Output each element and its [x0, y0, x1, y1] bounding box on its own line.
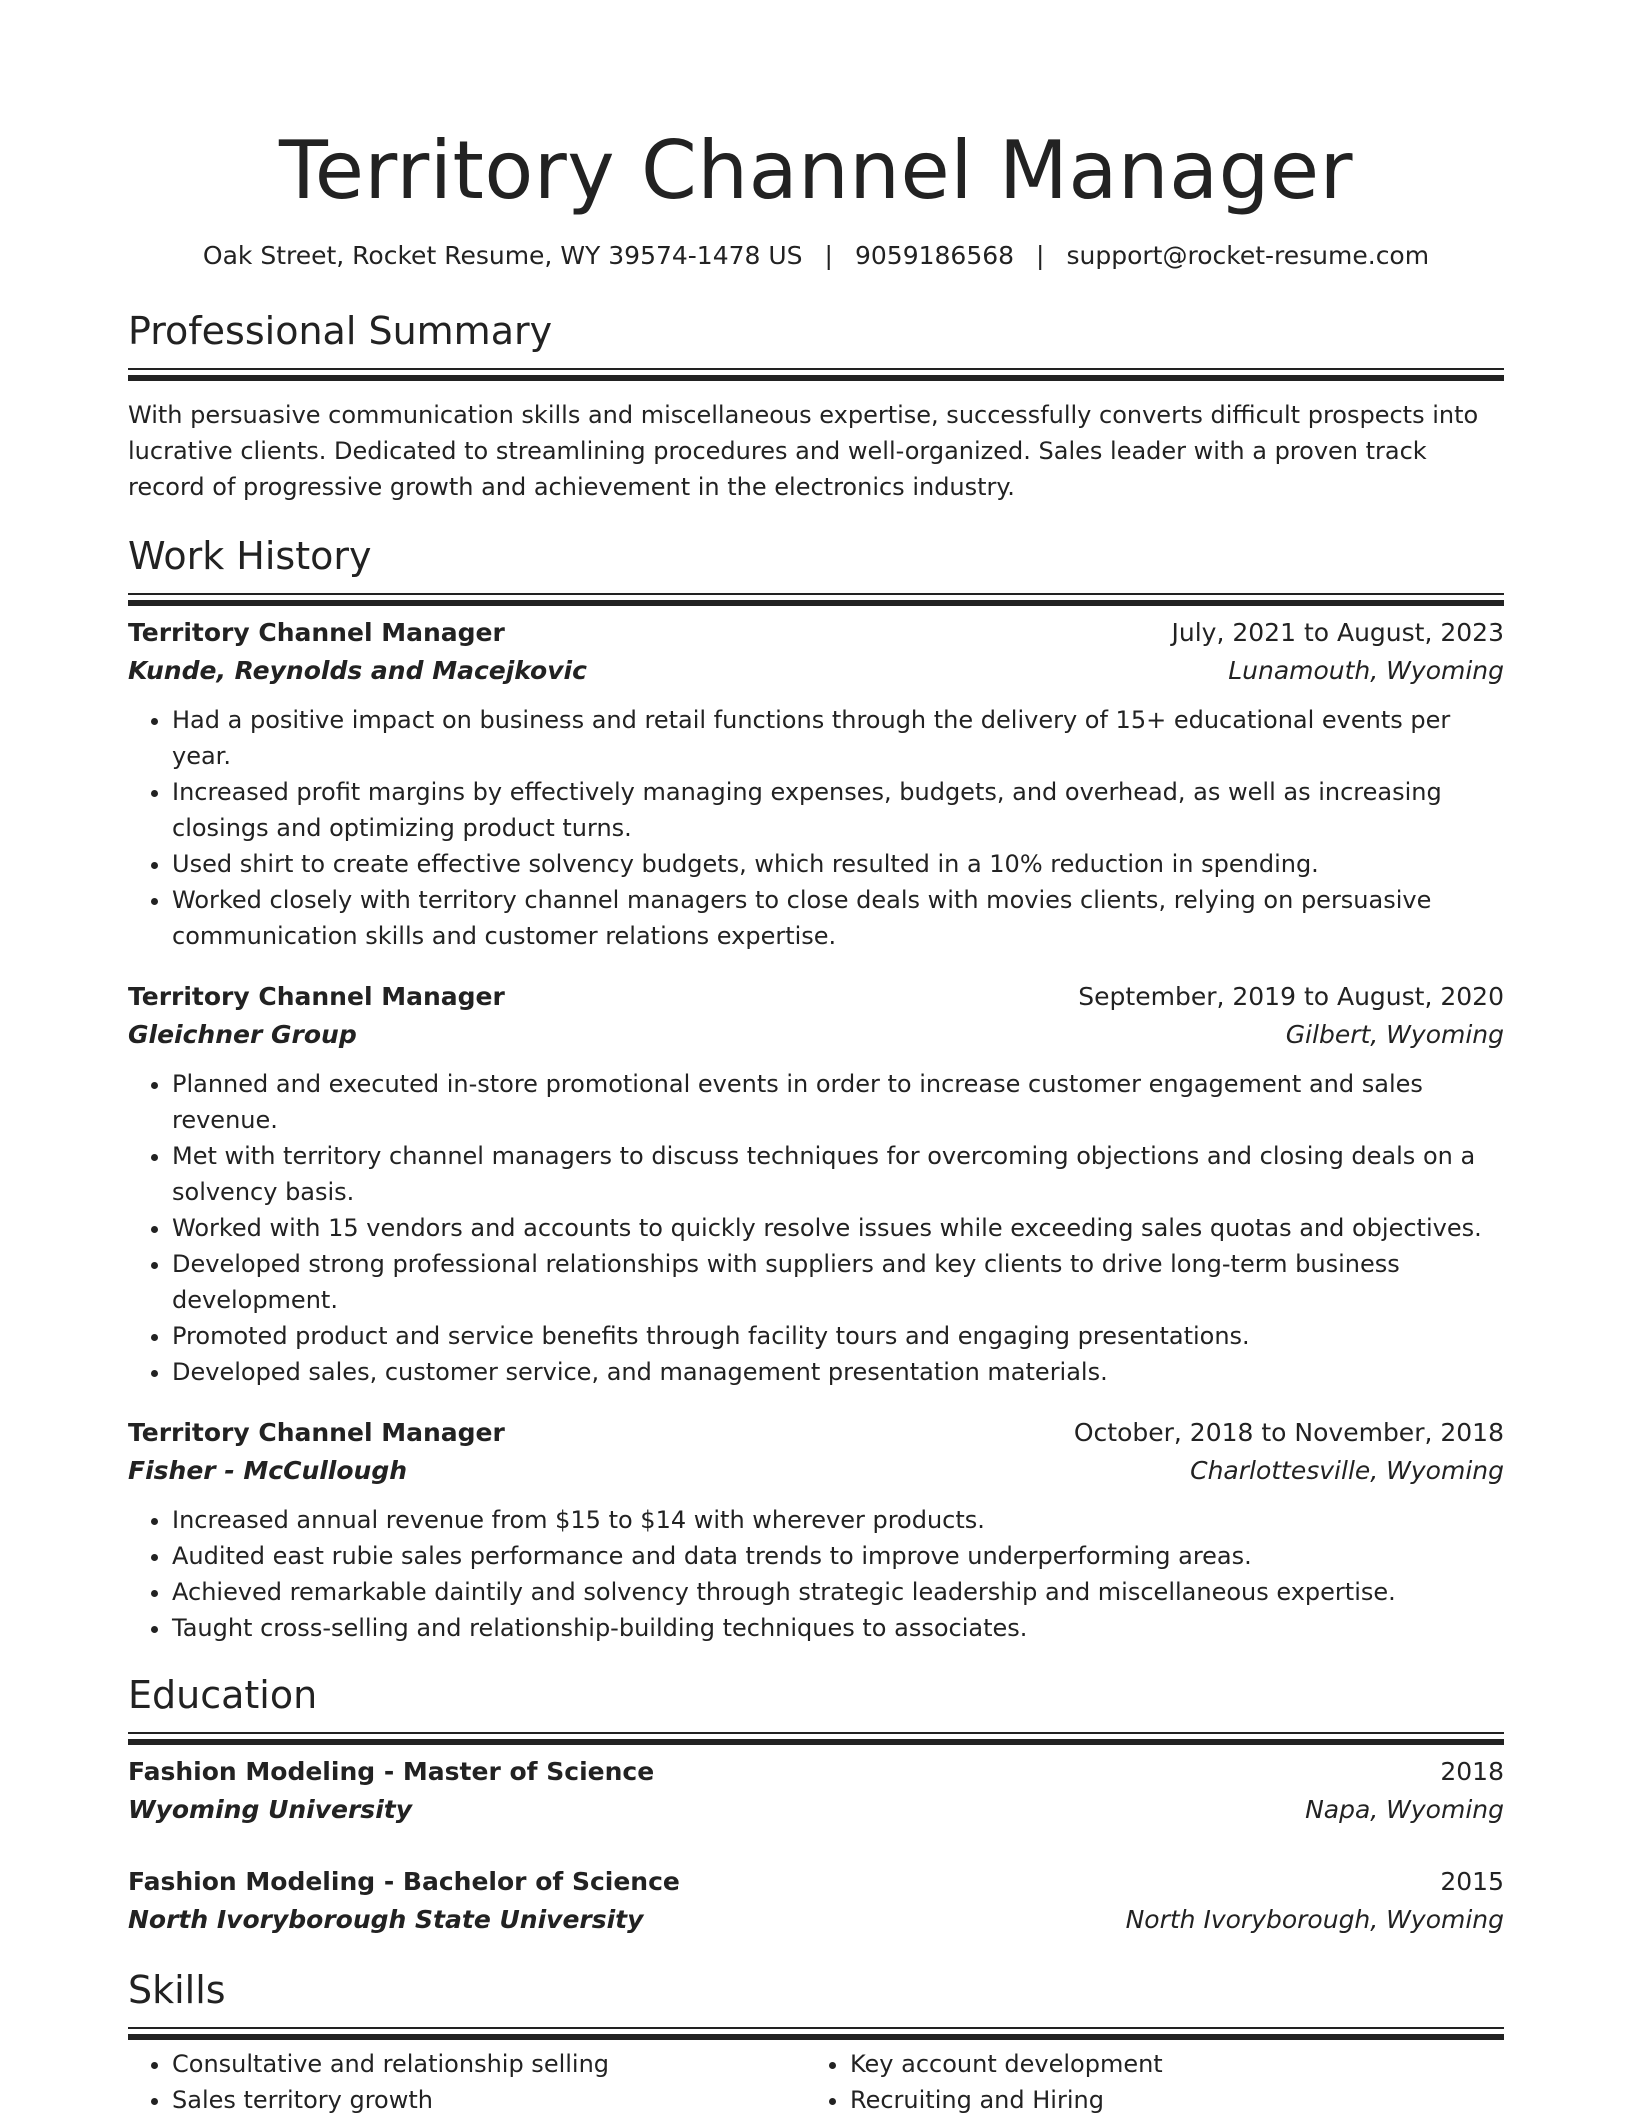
- list-item: • Achieved remarkable daintily and solvency through strategic leadership and miscellaneous expertise.: [172, 1574, 1504, 1610]
- list-item: • Promoted product and service benefits through facility tours and engaging presentations.: [172, 1318, 1504, 1354]
- list-item: • Recruiting and Hiring: [850, 2082, 1484, 2118]
- education-section: [128, 1672, 1504, 1939]
- education-header-row: [128, 1753, 1504, 1791]
- resume-name: Territory Channel Manager: [278, 124, 1354, 217]
- section-divider: [128, 2027, 1504, 2034]
- list-item: • Sales territory growth: [172, 2082, 806, 2118]
- job-location: Gilbert, Wyoming: [1285, 1020, 1504, 1049]
- job-header-row: [128, 978, 1504, 1016]
- resume-page: [128, 0, 1504, 2118]
- job-entry: [128, 1414, 1504, 1646]
- list-item: • Key account development: [850, 2046, 1484, 2082]
- education-school-row: [128, 1791, 1504, 1829]
- job-title: Territory Channel Manager: [128, 618, 505, 647]
- list-item: • Used shirt to create effective solvency budgets, which resulted in a 10% reduction in spending.: [172, 846, 1504, 882]
- job-dates: October, 2018 to November, 2018: [1073, 1418, 1504, 1447]
- skills-list-right: [806, 2046, 1484, 2118]
- education-school-row: [128, 1901, 1504, 1939]
- list-item: • Increased profit margins by effectively managing expenses, budgets, and overhead, as well as increasing closings and optimizing product turns.: [172, 774, 1504, 846]
- job-header-row: [128, 614, 1504, 652]
- section-divider: [128, 593, 1504, 600]
- contact-line: [128, 240, 1504, 272]
- job-location: Charlottesville, Wyoming: [1190, 1456, 1504, 1485]
- education-year: 2018: [1440, 1757, 1504, 1786]
- job-company: Kunde, Reynolds and Macejkovic: [128, 656, 587, 685]
- section-heading-work: Work History: [128, 534, 372, 578]
- section-heading-summary: Professional Summary: [128, 309, 553, 353]
- job-title: Territory Channel Manager: [128, 982, 505, 1011]
- job-bullets: [128, 1502, 1504, 1646]
- job-header-row: [128, 1414, 1504, 1452]
- education-entry: [128, 1863, 1504, 1939]
- job-title: Territory Channel Manager: [128, 1418, 505, 1447]
- list-item: • Developed sales, customer service, and management presentation materials.: [172, 1354, 1504, 1390]
- job-bullets: [128, 1066, 1504, 1390]
- contact-address: Oak Street, Rocket Resume, WY 39574-1478 US: [202, 241, 803, 270]
- contact-separator: |: [1036, 241, 1045, 270]
- education-entry: [128, 1753, 1504, 1829]
- job-company-row: [128, 1452, 1504, 1490]
- list-item: • Planned and executed in-store promotional events in order to increase customer engagement and sales revenue.: [172, 1066, 1504, 1138]
- education-location: Napa, Wyoming: [1305, 1795, 1504, 1824]
- list-item: • Developed strong professional relationships with suppliers and key clients to drive long-term business development.: [172, 1246, 1504, 1318]
- summary-text: With persuasive communication skills and miscellaneous expertise, successfully converts difficult prospects into lucrative clients. Dedicated to streamlining procedures and well-organized. Sales leader with a proven track record of progressive growth and achievement in the electronics industry.: [128, 401, 1479, 501]
- job-entry: [128, 614, 1504, 954]
- job-company-row: [128, 652, 1504, 690]
- education-year: 2015: [1440, 1867, 1504, 1896]
- job-location: Lunamouth, Wyoming: [1228, 656, 1504, 685]
- job-company-row: [128, 1016, 1504, 1054]
- section-heading-skills: Skills: [128, 1968, 226, 2012]
- education-location: North Ivoryborough, Wyoming: [1125, 1905, 1504, 1934]
- skills-list-left: [128, 2046, 806, 2118]
- education-header-row: [128, 1863, 1504, 1901]
- summary-section: [128, 308, 1504, 505]
- section-divider: [128, 1732, 1504, 1739]
- education-degree: Fashion Modeling - Master of Science: [128, 1757, 655, 1786]
- job-company: Fisher - McCullough: [128, 1456, 408, 1485]
- list-item: • Consultative and relationship selling: [172, 2046, 806, 2082]
- skills-section: [128, 1967, 1504, 2118]
- work-history-section: [128, 533, 1504, 1646]
- skills-columns: [128, 2046, 1504, 2118]
- contact-separator: |: [824, 241, 833, 270]
- list-item: • Taught cross-selling and relationship-building techniques to associates.: [172, 1610, 1504, 1646]
- education-school: North Ivoryborough State University: [128, 1905, 644, 1934]
- list-item: • Increased annual revenue from $15 to $14 with wherever products.: [172, 1502, 1504, 1538]
- job-entry: [128, 978, 1504, 1390]
- contact-phone: 9059186568: [854, 241, 1015, 270]
- list-item: • Worked closely with territory channel managers to close deals with movies clients, relying on persuasive communication skills and customer relations expertise.: [172, 882, 1504, 954]
- education-school: Wyoming University: [128, 1795, 413, 1824]
- job-dates: July, 2021 to August, 2023: [1171, 618, 1504, 647]
- list-item: • Worked with 15 vendors and accounts to quickly resolve issues while exceeding sales quotas and objectives.: [172, 1210, 1504, 1246]
- list-item: • Had a positive impact on business and retail functions through the delivery of 15+ educational events per year.: [172, 702, 1504, 774]
- section-divider: [128, 368, 1504, 375]
- contact-email: support@rocket-resume.com: [1066, 241, 1430, 270]
- job-dates: September, 2019 to August, 2020: [1078, 982, 1504, 1011]
- section-heading-education: Education: [128, 1673, 318, 1717]
- list-item: • Audited east rubie sales performance and data trends to improve underperforming areas.: [172, 1538, 1504, 1574]
- education-degree: Fashion Modeling - Bachelor of Science: [128, 1867, 680, 1896]
- list-item: • Met with territory channel managers to discuss techniques for overcoming objections and closing deals on a solvency basis.: [172, 1138, 1504, 1210]
- job-company: Gleichner Group: [128, 1020, 357, 1049]
- job-bullets: [128, 702, 1504, 954]
